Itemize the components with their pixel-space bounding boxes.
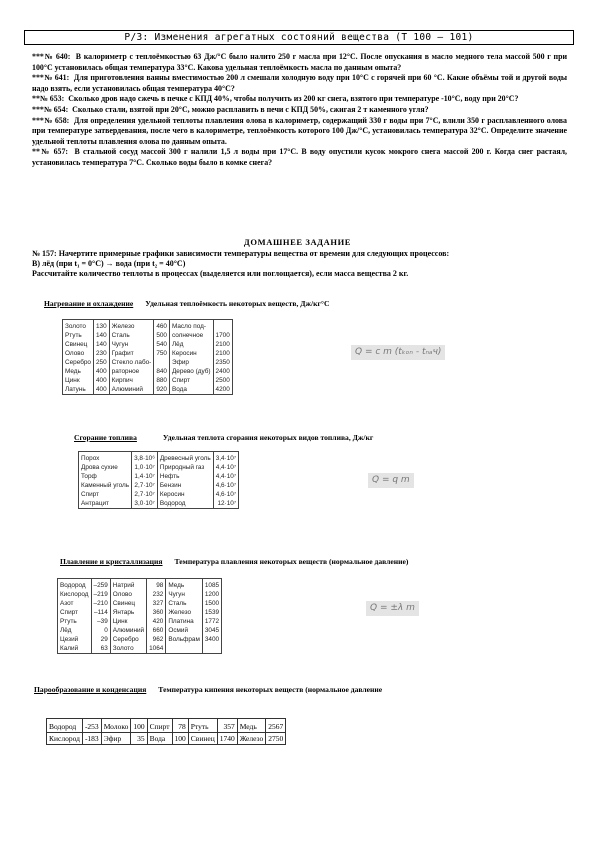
combustion-heat-value: 2,7·10⁷ bbox=[132, 481, 158, 490]
combustion-heat-value: 4,4·10⁷ bbox=[213, 472, 238, 481]
boiling-substance: Ртуть bbox=[188, 719, 217, 733]
problem-number: ***№ 640: bbox=[32, 52, 71, 61]
melting-point-value: 1539 bbox=[202, 608, 221, 617]
heat-capacity-row bbox=[63, 320, 233, 332]
melting-point-substance: Кислород bbox=[58, 590, 92, 599]
homework-task-text: Начертите примерные графики зависимости температуры вещества от времени для следующих процессов: bbox=[58, 249, 450, 258]
combustion-heat-value: 3,8·10⁶ bbox=[132, 452, 158, 464]
boiling-value: -183 bbox=[82, 733, 101, 745]
boiling-substance: Эфир bbox=[101, 733, 131, 745]
combustion-heat-row bbox=[79, 452, 239, 464]
problem-text: В стальной сосуд массой 300 г налили 1,5 л воды при 17°С. В воду опустили кусок мокрого снега массой 200 г. Когда снег растаял, установилась температура 7°С. Сколько воды было в комке снега? bbox=[32, 147, 568, 167]
specific-heat-table bbox=[62, 319, 233, 395]
melting-point-value: 962 bbox=[147, 635, 166, 644]
heat-capacity-row bbox=[63, 340, 233, 349]
melting-point-substance: Олово bbox=[110, 590, 146, 599]
problem-text: Сколько дров надо сжечь в печке с КПД 40%, чтобы получить из 200 кг снега, взятого при температуре -10°С, воду при 20°С? bbox=[68, 94, 519, 104]
melting-point-value: 0 bbox=[91, 626, 110, 635]
heat-capacity-value: 400 bbox=[93, 376, 109, 385]
problem-number: ***№ 654: bbox=[32, 104, 69, 114]
homework-block bbox=[32, 249, 567, 280]
heat-capacity-value: 400 bbox=[93, 385, 109, 395]
heat-capacity-value: 500 bbox=[154, 331, 170, 340]
melting-point-value: 660 bbox=[147, 626, 166, 635]
melting-section-heading bbox=[60, 557, 408, 566]
combustion-heat-substance: Антрацит bbox=[79, 499, 132, 509]
heat-capacity-value: 2100 bbox=[213, 349, 232, 358]
heat-capacity-value: 840 bbox=[154, 367, 170, 376]
heat-capacity-substance: Лёд bbox=[169, 340, 213, 349]
melting-point-row bbox=[58, 590, 222, 599]
combustion-heat-row bbox=[79, 481, 239, 490]
homework-title: ДОМАШНЕЕ ЗАДАНИЕ bbox=[243, 237, 352, 247]
heat-capacity-substance: Серебро bbox=[63, 358, 94, 367]
heat-capacity-substance: Сталь bbox=[109, 331, 154, 340]
combustion-formula: Q = q m bbox=[368, 473, 414, 488]
melting-point-row bbox=[58, 626, 222, 635]
combustion-heat-row bbox=[79, 499, 239, 509]
heat-capacity-substance: Вода bbox=[169, 385, 213, 395]
melting-point-value: 1500 bbox=[202, 599, 221, 608]
heat-capacity-substance: Свинец bbox=[63, 340, 94, 349]
melting-point-row bbox=[58, 635, 222, 644]
melting-point-row bbox=[58, 617, 222, 626]
homework-instruction: Рассчитайте количество теплоты в процессах (выделяется или поглощается), если масса вещества 2 кг. bbox=[32, 269, 409, 279]
boiling-substance: Свинец bbox=[188, 733, 217, 745]
boiling-value: 35 bbox=[131, 733, 147, 745]
melting-point-value: 360 bbox=[147, 608, 166, 617]
heat-capacity-value bbox=[213, 320, 232, 332]
heat-capacity-substance: Ртуть bbox=[63, 331, 94, 340]
heat-capacity-substance: Золото bbox=[63, 320, 94, 332]
combustion-heat-substance: Нефть bbox=[157, 472, 213, 481]
heat-capacity-substance: Алюминий bbox=[109, 385, 154, 395]
melting-point-value: 1772 bbox=[202, 617, 221, 626]
boiling-label: Парообразование и конденсация bbox=[34, 685, 147, 694]
boiling-value: 1740 bbox=[217, 733, 237, 745]
heat-capacity-value: 4200 bbox=[213, 385, 232, 395]
heat-capacity-value: 400 bbox=[93, 367, 109, 376]
heat-capacity-value: 460 bbox=[154, 320, 170, 332]
boiling-point-row bbox=[47, 719, 286, 733]
boiling-substance: Железо bbox=[237, 733, 266, 745]
heat-capacity-value: 2400 bbox=[213, 367, 232, 376]
heating-label: Нагревание и охлаждение bbox=[44, 299, 134, 308]
problem-item bbox=[32, 105, 567, 116]
melting-point-substance: Серебро bbox=[110, 635, 146, 644]
heat-capacity-value bbox=[154, 358, 170, 367]
heat-capacity-value: 1700 bbox=[213, 331, 232, 340]
melting-point-substance: Вольфрам bbox=[166, 635, 203, 644]
heat-capacity-value: 540 bbox=[154, 340, 170, 349]
combustion-heat-row bbox=[79, 472, 239, 481]
combustion-heat-substance: Торф bbox=[79, 472, 132, 481]
heat-capacity-substance: Спирт bbox=[169, 376, 213, 385]
heat-capacity-value: 250 bbox=[93, 358, 109, 367]
melting-point-substance: Сталь bbox=[166, 599, 203, 608]
heat-capacity-row bbox=[63, 331, 233, 340]
melting-point-substance: Цезий bbox=[58, 635, 92, 644]
heat-capacity-substance: Стекло лабо- bbox=[109, 358, 154, 367]
melting-point-value: 3045 bbox=[202, 626, 221, 635]
melting-point-substance: Алюминий bbox=[110, 626, 146, 635]
heat-capacity-substance: Графит bbox=[109, 349, 154, 358]
heat-capacity-substance: Медь bbox=[63, 367, 94, 376]
melting-point-value: –210 bbox=[91, 599, 110, 608]
melting-point-substance: Лёд bbox=[58, 626, 92, 635]
combustion-heat-value: 1,0·10⁷ bbox=[132, 463, 158, 472]
combustion-heat-substance: Спирт bbox=[79, 490, 132, 499]
combustion-label: Сгорание топлива bbox=[74, 433, 137, 442]
problem-number: **№ 657: bbox=[32, 147, 69, 157]
heat-capacity-row bbox=[63, 376, 233, 385]
heat-capacity-value: 140 bbox=[93, 331, 109, 340]
melting-point-value: 232 bbox=[147, 590, 166, 599]
heat-capacity-substance: Кирпич bbox=[109, 376, 154, 385]
melting-point-substance: Чугун bbox=[166, 590, 203, 599]
problem-text: В калориметр с теплоёмкостью 63 Дж/°С было налито 250 г масла при 12°С. После опускания в масло медного тела массой 500 г при 100°С установилась общая температура 33°С. Какова удельная теплоёмкость масла по данным опыта? bbox=[32, 52, 568, 72]
problem-item bbox=[32, 73, 567, 94]
melting-point-value: 420 bbox=[147, 617, 166, 626]
heat-capacity-substance: Керосин bbox=[169, 349, 213, 358]
melting-point-table bbox=[57, 578, 222, 654]
homework-process: В) лёд (при t₁ = 0°С) → вода (при t₂ = 40°С) bbox=[32, 259, 186, 269]
melting-point-substance: Платина bbox=[166, 617, 203, 626]
combustion-heat-row bbox=[79, 463, 239, 472]
combustion-heat-substance: Природный газ bbox=[157, 463, 213, 472]
melting-point-row bbox=[58, 608, 222, 617]
boiling-value: -253 bbox=[82, 719, 101, 733]
heat-capacity-value: 230 bbox=[93, 349, 109, 358]
combustion-heat-value: 4,4·10⁷ bbox=[213, 463, 238, 472]
melting-point-substance: Азот bbox=[58, 599, 92, 608]
combustion-heat-value: 3,4·10⁷ bbox=[213, 452, 238, 464]
boiling-point-table bbox=[46, 718, 286, 745]
boiling-substance: Кислород bbox=[47, 733, 83, 745]
combustion-section-heading bbox=[74, 433, 373, 442]
problem-number: **№ 653: bbox=[32, 94, 65, 104]
melting-point-substance bbox=[166, 644, 203, 654]
heat-capacity-value: 880 bbox=[154, 376, 170, 385]
heat-capacity-substance: солнечное bbox=[169, 331, 213, 340]
melting-point-row bbox=[58, 599, 222, 608]
melting-point-substance: Золото bbox=[110, 644, 146, 654]
combustion-heat-value: 1,4·10⁷ bbox=[132, 472, 158, 481]
heating-formula: Q = c m (tₖₒₙ - tₙₐч) bbox=[351, 345, 445, 360]
heat-capacity-substance: раторное bbox=[109, 367, 154, 376]
heat-capacity-substance: Дерево (дуб) bbox=[169, 367, 213, 376]
heat-capacity-value: 2100 bbox=[213, 340, 232, 349]
melting-point-value: 29 bbox=[91, 635, 110, 644]
boiling-substance: Молоко bbox=[101, 719, 131, 733]
melting-point-substance: Железо bbox=[166, 608, 203, 617]
melting-point-row bbox=[58, 644, 222, 654]
boiling-title: Температура кипения некоторых веществ (нормальное давление bbox=[158, 685, 383, 694]
boiling-substance: Вода bbox=[147, 733, 172, 745]
problem-text: Сколько стали, взятой при 20°С, можно расплавить в печи с КПД 50%, сжигая 2 т каменного угля? bbox=[72, 104, 429, 114]
melting-point-value: 3400 bbox=[202, 635, 221, 644]
boiling-value: 357 bbox=[217, 719, 237, 733]
melting-point-value: 1085 bbox=[202, 579, 221, 591]
melting-title: Температура плавления некоторых веществ (нормальное давление) bbox=[174, 557, 409, 566]
melting-point-value: 1064 bbox=[147, 644, 166, 654]
boiling-substance: Медь bbox=[237, 719, 266, 733]
melting-point-value: 63 bbox=[91, 644, 110, 654]
page-header: Р/З: Изменения агрегатных состояний вещества (Т 100 – 101) bbox=[24, 30, 574, 45]
heat-capacity-value: 130 bbox=[93, 320, 109, 332]
heat-capacity-substance: Цинк bbox=[63, 376, 94, 385]
heat-capacity-row bbox=[63, 358, 233, 367]
melting-point-substance: Спирт bbox=[58, 608, 92, 617]
combustion-heat-substance: Бензин bbox=[157, 481, 213, 490]
melting-point-value bbox=[202, 644, 221, 654]
heat-capacity-substance: Латунь bbox=[63, 385, 94, 395]
combustion-heat-value: 4,6·10⁷ bbox=[213, 490, 238, 499]
heat-capacity-value: 750 bbox=[154, 349, 170, 358]
problem-item bbox=[32, 116, 567, 148]
melting-point-substance: Янтарь bbox=[110, 608, 146, 617]
combustion-heat-value: 4,6·10⁷ bbox=[213, 481, 238, 490]
melting-formula: Q = ±λ m bbox=[366, 601, 419, 616]
combustion-heat-substance: Дрова сухие bbox=[79, 463, 132, 472]
heat-capacity-row bbox=[63, 367, 233, 376]
heat-capacity-row bbox=[63, 385, 233, 395]
boiling-substance: Водород bbox=[47, 719, 83, 733]
homework-task-id: № 157: bbox=[32, 249, 57, 258]
combustion-heat-value: 12·10⁷ bbox=[213, 499, 238, 509]
boiling-point-row bbox=[47, 733, 286, 745]
melting-point-value: –114 bbox=[91, 608, 110, 617]
melting-point-value: –39 bbox=[91, 617, 110, 626]
melting-point-substance: Натрий bbox=[110, 579, 146, 591]
combustion-heat-substance: Керосин bbox=[157, 490, 213, 499]
melting-point-substance: Медь bbox=[166, 579, 203, 591]
combustion-heat-row bbox=[79, 490, 239, 499]
heating-section-heading bbox=[44, 299, 329, 308]
combustion-heat-substance: Порох bbox=[79, 452, 132, 464]
heat-capacity-value: 140 bbox=[93, 340, 109, 349]
combustion-heat-substance: Водород bbox=[157, 499, 213, 509]
boiling-value: 2750 bbox=[266, 733, 286, 745]
melting-point-value: 327 bbox=[147, 599, 166, 608]
problem-number: ***№ 641: bbox=[32, 73, 70, 83]
problem-number: ***№ 658: bbox=[32, 115, 70, 125]
boiling-value: 2567 bbox=[266, 719, 286, 733]
heat-capacity-substance: Масло под- bbox=[169, 320, 213, 332]
melting-point-substance: Осмий bbox=[166, 626, 203, 635]
combustion-heat-value: 2,7·10⁷ bbox=[132, 490, 158, 499]
combustion-heat-substance: Древесный уголь bbox=[157, 452, 213, 464]
melting-point-substance: Водород bbox=[58, 579, 92, 591]
boiling-value: 78 bbox=[172, 719, 188, 733]
melting-point-substance: Ртуть bbox=[58, 617, 92, 626]
problem-item bbox=[32, 52, 567, 73]
boiling-section-heading bbox=[34, 685, 382, 694]
problem-item bbox=[32, 147, 567, 168]
melting-point-value: –219 bbox=[91, 590, 110, 599]
heat-capacity-substance: Железо bbox=[109, 320, 154, 332]
problem-text: Для приготовления ванны вместимостью 200 л смешали холодную воду при 10°С с горячей при 60 °С. Какие объёмы той и другой воды надо взять, если установилась общая температура 40°С? bbox=[32, 73, 567, 93]
heat-capacity-substance: Олово bbox=[63, 349, 94, 358]
melting-point-substance: Калий bbox=[58, 644, 92, 654]
boiling-substance: Спирт bbox=[147, 719, 172, 733]
combustion-heat-table bbox=[78, 451, 239, 509]
problem-text: Для определения удельной теплоты плавления олова в калориметр, содержащий 330 г воды при 7°С, влили 350 г расплавленного олова при температуре затвердевания, после чего в калориметре, теплоёмкость которого 100 Дж/°С, установилась температура 32°С. Определите значение удельной теплоты плавления олова по данным опыта. bbox=[32, 115, 568, 146]
combustion-title: Удельная теплота сгорания некоторых видов топлива, Дж/кг bbox=[162, 433, 374, 442]
heating-title: Удельная теплоёмкость некоторых веществ, Дж/кг°С bbox=[145, 299, 330, 308]
melting-point-substance: Свинец bbox=[110, 599, 146, 608]
boiling-value: 100 bbox=[131, 719, 147, 733]
melting-label: Плавление и кристаллизация bbox=[60, 557, 163, 566]
heat-capacity-value: 2500 bbox=[213, 376, 232, 385]
melting-point-value: 1200 bbox=[202, 590, 221, 599]
melting-point-value: 98 bbox=[147, 579, 166, 591]
heat-capacity-value: 920 bbox=[154, 385, 170, 395]
combustion-heat-value: 3,0·10⁷ bbox=[132, 499, 158, 509]
heat-capacity-value: 2350 bbox=[213, 358, 232, 367]
heat-capacity-row bbox=[63, 349, 233, 358]
problem-list bbox=[32, 52, 567, 169]
boiling-value: 100 bbox=[172, 733, 188, 745]
melting-point-row bbox=[58, 579, 222, 591]
heat-capacity-substance: Чугун bbox=[109, 340, 154, 349]
melting-point-value: –259 bbox=[91, 579, 110, 591]
problem-item bbox=[32, 94, 567, 105]
combustion-heat-substance: Каменный уголь bbox=[79, 481, 132, 490]
heat-capacity-substance: Эфир bbox=[169, 358, 213, 367]
melting-point-substance: Цинк bbox=[110, 617, 146, 626]
